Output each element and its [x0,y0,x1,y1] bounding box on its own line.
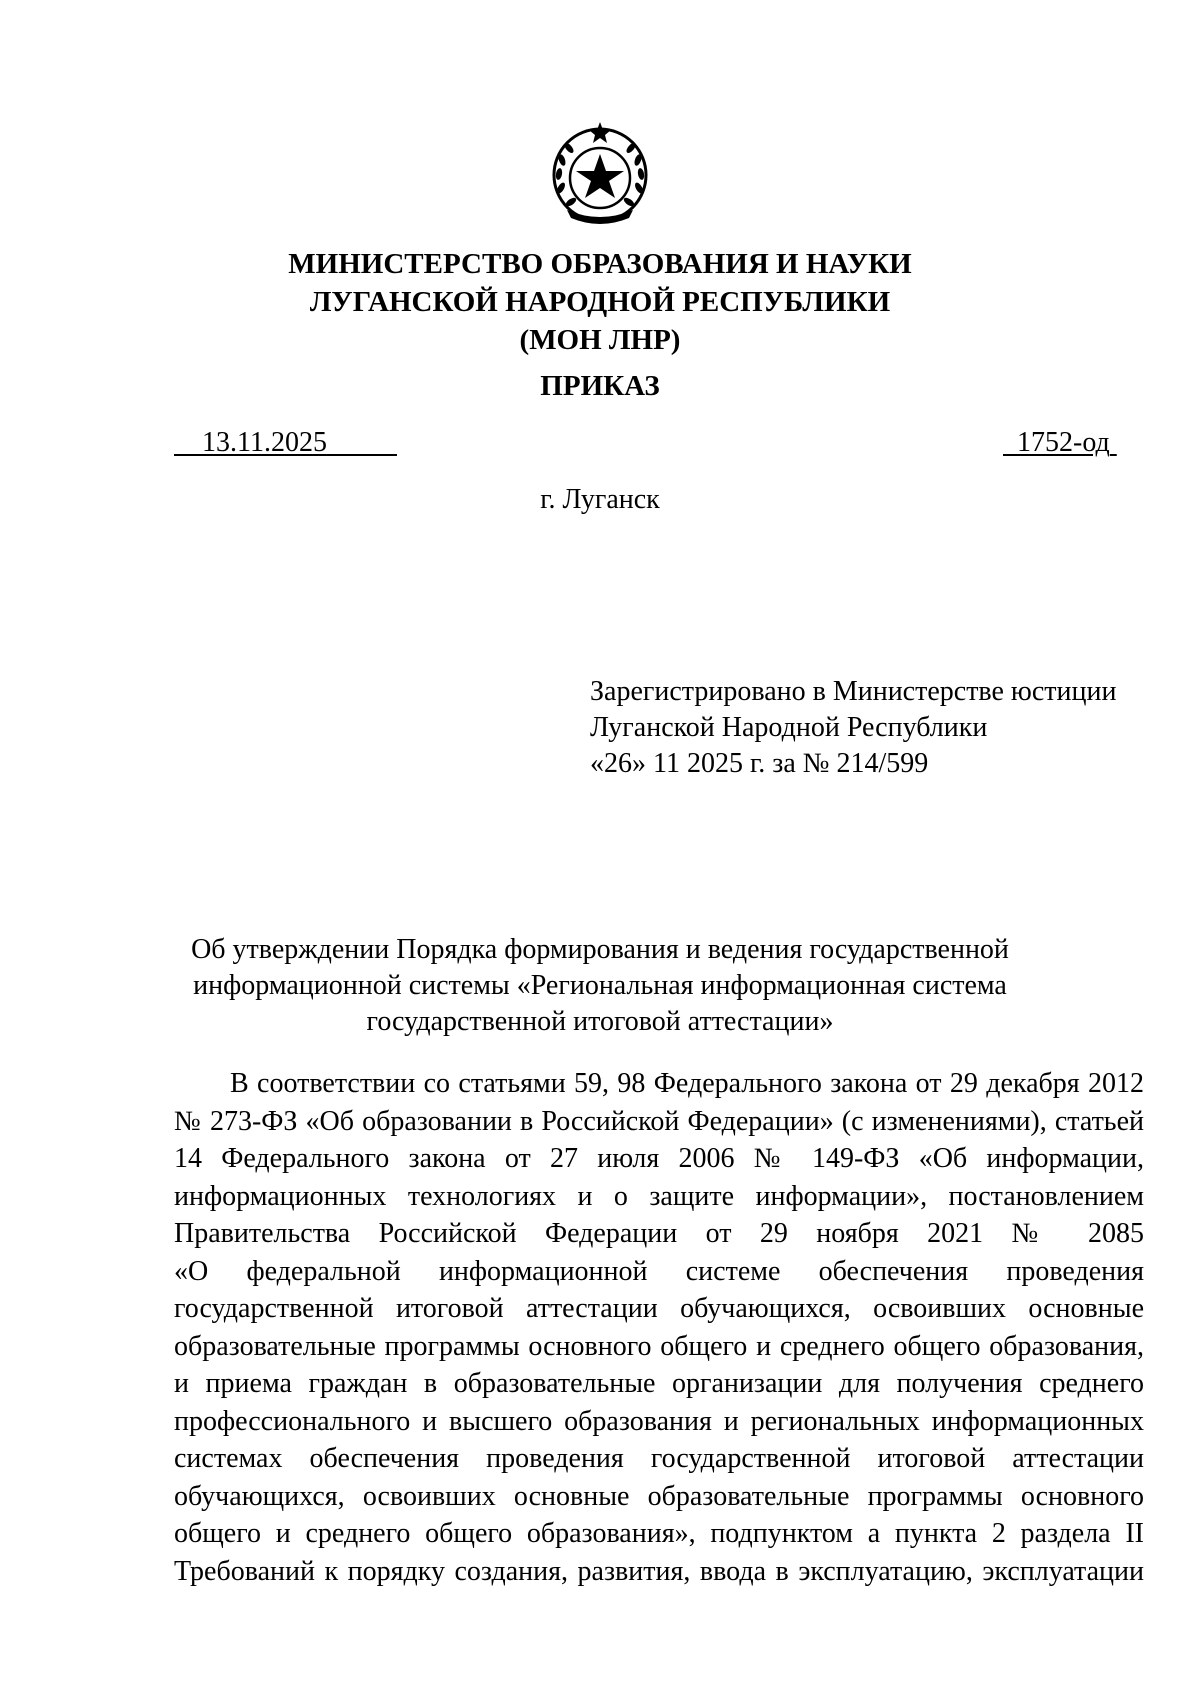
registration-line-3: «26» 11 2025 г. за № 214/599 [590,748,929,779]
body-line: Правительства Российской Федерации от 29 ноября 2021 № 2085 [174,1218,1144,1249]
body-line: общего и среднего общего образования», подпунктом а пункта 2 раздела II [174,1518,1144,1549]
body-line: 14 Федерального закона от 27 июля 2006 № 149-ФЗ «Об информации, [174,1143,1144,1174]
body-line: № 273-ФЗ «Об образовании в Российской Федерации» (с изменениями), статьей [174,1105,1144,1137]
subject-line-1: Об утверждении Порядка формирования и ведения государственной [191,934,1009,965]
order-title: ПРИКАЗ [540,370,660,402]
order-subject [0,932,1200,1040]
order-date: 13.11.2025 [202,427,327,458]
lpr-coat-of-arms-icon [545,118,655,228]
body-line: «О федеральной информационной системе обеспечения проведения [174,1255,1144,1287]
subject-line-2: информационной системы «Региональная информационная система [193,970,1007,1001]
registration-line-1: Зарегистрировано в Министерстве юстиции [590,676,1117,707]
ministry-name-line-2: ЛУГАНСКОЙ НАРОДНОЙ РЕСПУБЛИКИ [309,286,891,318]
registration-line-2: Луганской Народной Республики [590,712,988,743]
body-line: государственной итоговой аттестации обучающихся, освоивших основные [174,1293,1144,1324]
body-line: системах обеспечения проведения государственной итоговой аттестации [174,1443,1144,1474]
order-body-paragraph [174,1065,1144,1590]
ministry-abbreviation: (МОН ЛНР) [519,324,681,356]
body-line: и приема граждан в образовательные организации для получения среднего [174,1368,1144,1399]
ministry-header [0,245,1200,359]
ministry-name-line-1: МИНИСТЕРСТВО ОБРАЗОВАНИЯ И НАУКИ [288,248,912,280]
registration-stamp [590,674,1150,782]
body-line: обучающихся, освоивших основные образовательные программы основного [174,1480,1144,1512]
order-date-field [174,426,444,460]
body-line: профессионального и высшего образования и региональных информационных [174,1405,1144,1437]
body-line: образовательные программы основного общего и среднего общего образования, [174,1330,1144,1362]
order-number-field [1003,426,1143,460]
body-line: В соответствии со статьями 59, 98 Федерального закона от 29 декабря 2012 [230,1068,1144,1099]
subject-line-3: государственной итоговой аттестации» [366,1006,834,1037]
body-line: Требований к порядку создания, развития, ввода в эксплуатацию, эксплуатации [174,1555,1144,1587]
body-line: информационных технологиях и о защите информации», постановлением [174,1180,1144,1212]
order-number: 1752-од [1017,427,1110,458]
order-city: г. Луганск [540,484,660,515]
